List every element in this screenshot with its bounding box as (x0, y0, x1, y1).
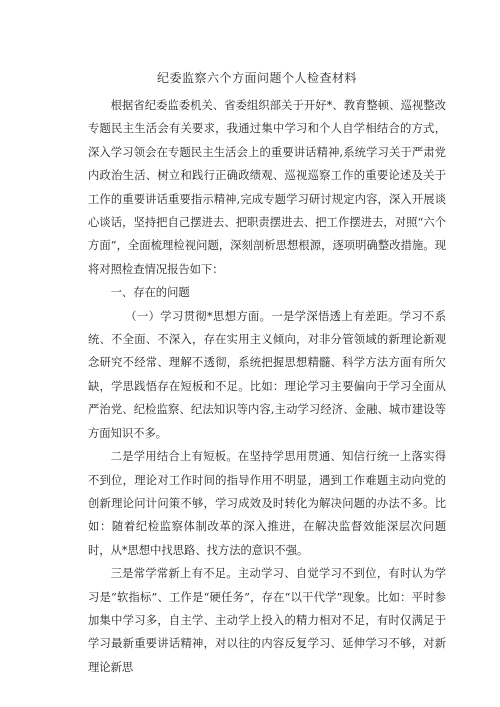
section-heading: 一、存在的问题 (110, 286, 190, 300)
intro-paragraph: 根据省纪委监委机关、省委组织部关于开好*、教育整顿、巡视整改专题民主生活会有关要求，我通过集中学习和个人自学相结合的方式，深入学习领会在专题民主生活会上的重要讲话精神,系统学习关于严肃党内政治生活、树立和践行正确政绩观、巡视巡察工作的重要论述及关于工作的重要讲话重要指示精神,完成专题学习研讨规定内容，深入开展谈心谈话，坚持把自己摆进去、把职责摆进去、把工作摆进去，对照“六个方面”，全面梳理检视问题，深刻剖析思想根源，逐项明确整改措施。现将对照检查情况报告如下： (88, 99, 446, 276)
body-paragraph: 二是学用结合上有短板。在坚持学思用贯通、知信行统一上落实得不到位，理论对工作时间的指导作用不明显，遇到工作难题主动向党的创新理论问计问策不够，学习成效及时转化为解决问题的办法不多。比如：随着纪检监察体制改革的深入推进，在解决监督效能深层次问题时，从*思想中找思路、找方法的意识不强。 (88, 450, 446, 557)
body-paragraph: 三是常学常新上有不足。主动学习、自觉学习不到位，有时认为学习是“软指标”、工作是“硬任务”，存在“以干代学”现象。比如：平时参加集中学习多，自主学、主动学上投入的精力相对不足，有时仅满足于学习最新重要讲话精神，对以往的内容反复学习、延伸学习不够，对新理论新思 (88, 567, 446, 674)
body-paragraph: （一）学习贯彻*思想方面。一是学深悟透上有差距。学习不系统、不全面、不深入，存在实用主义倾向，对非分管领域的新理论新观念研究不经常、理解不透彻，系统把握思想精髓、科学方法方面有所欠缺，学思践悟存在短板和不足。比如：理论学习主要偏向于学习全面从严治党、纪检监察、纪法知识等内容,主动学习经济、金融、城市建设等方面知识不多。 (88, 309, 446, 440)
document-title: 纪委监察六个方面问题个人检查材料 (156, 71, 357, 85)
